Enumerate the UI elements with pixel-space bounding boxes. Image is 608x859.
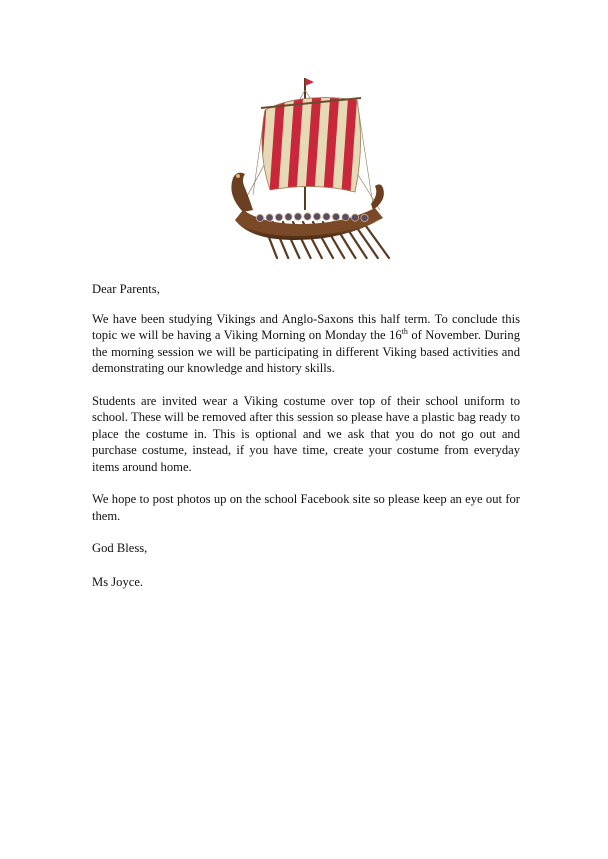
paragraph-photos: We hope to post photos up on the school Facebook site so please keep an eye out for them. [92, 492, 520, 523]
paragraph-costume: Students are invited wear a Viking costume over top of their school uniform to school. These will be removed after this session so please have a plastic bag ready to place the costume in. This is optional and we ask that you do not go out and purchase costume, instead, if you have time, create your costume from everyday items around home. [92, 393, 520, 474]
paragraph-event-text-2: of November. During the morning session we will be participating in different Viking based activities and demonstrating our knowledge and history skills. [92, 328, 520, 375]
ordinal-suffix: th [401, 326, 408, 336]
paragraph-event [92, 311, 520, 377]
greeting: Dear Parents, [92, 282, 160, 296]
signature: Ms Joyce. [92, 574, 144, 589]
paragraph-event-text-1: We have been studying Vikings and Anglo-Saxons this half term. To conclude this topic we will be having a Viking Morning on Monday the 16 [92, 311, 520, 342]
viking-longship-icon [205, 70, 405, 270]
closing: God Bless, [92, 541, 148, 555]
letter-body [92, 281, 520, 590]
